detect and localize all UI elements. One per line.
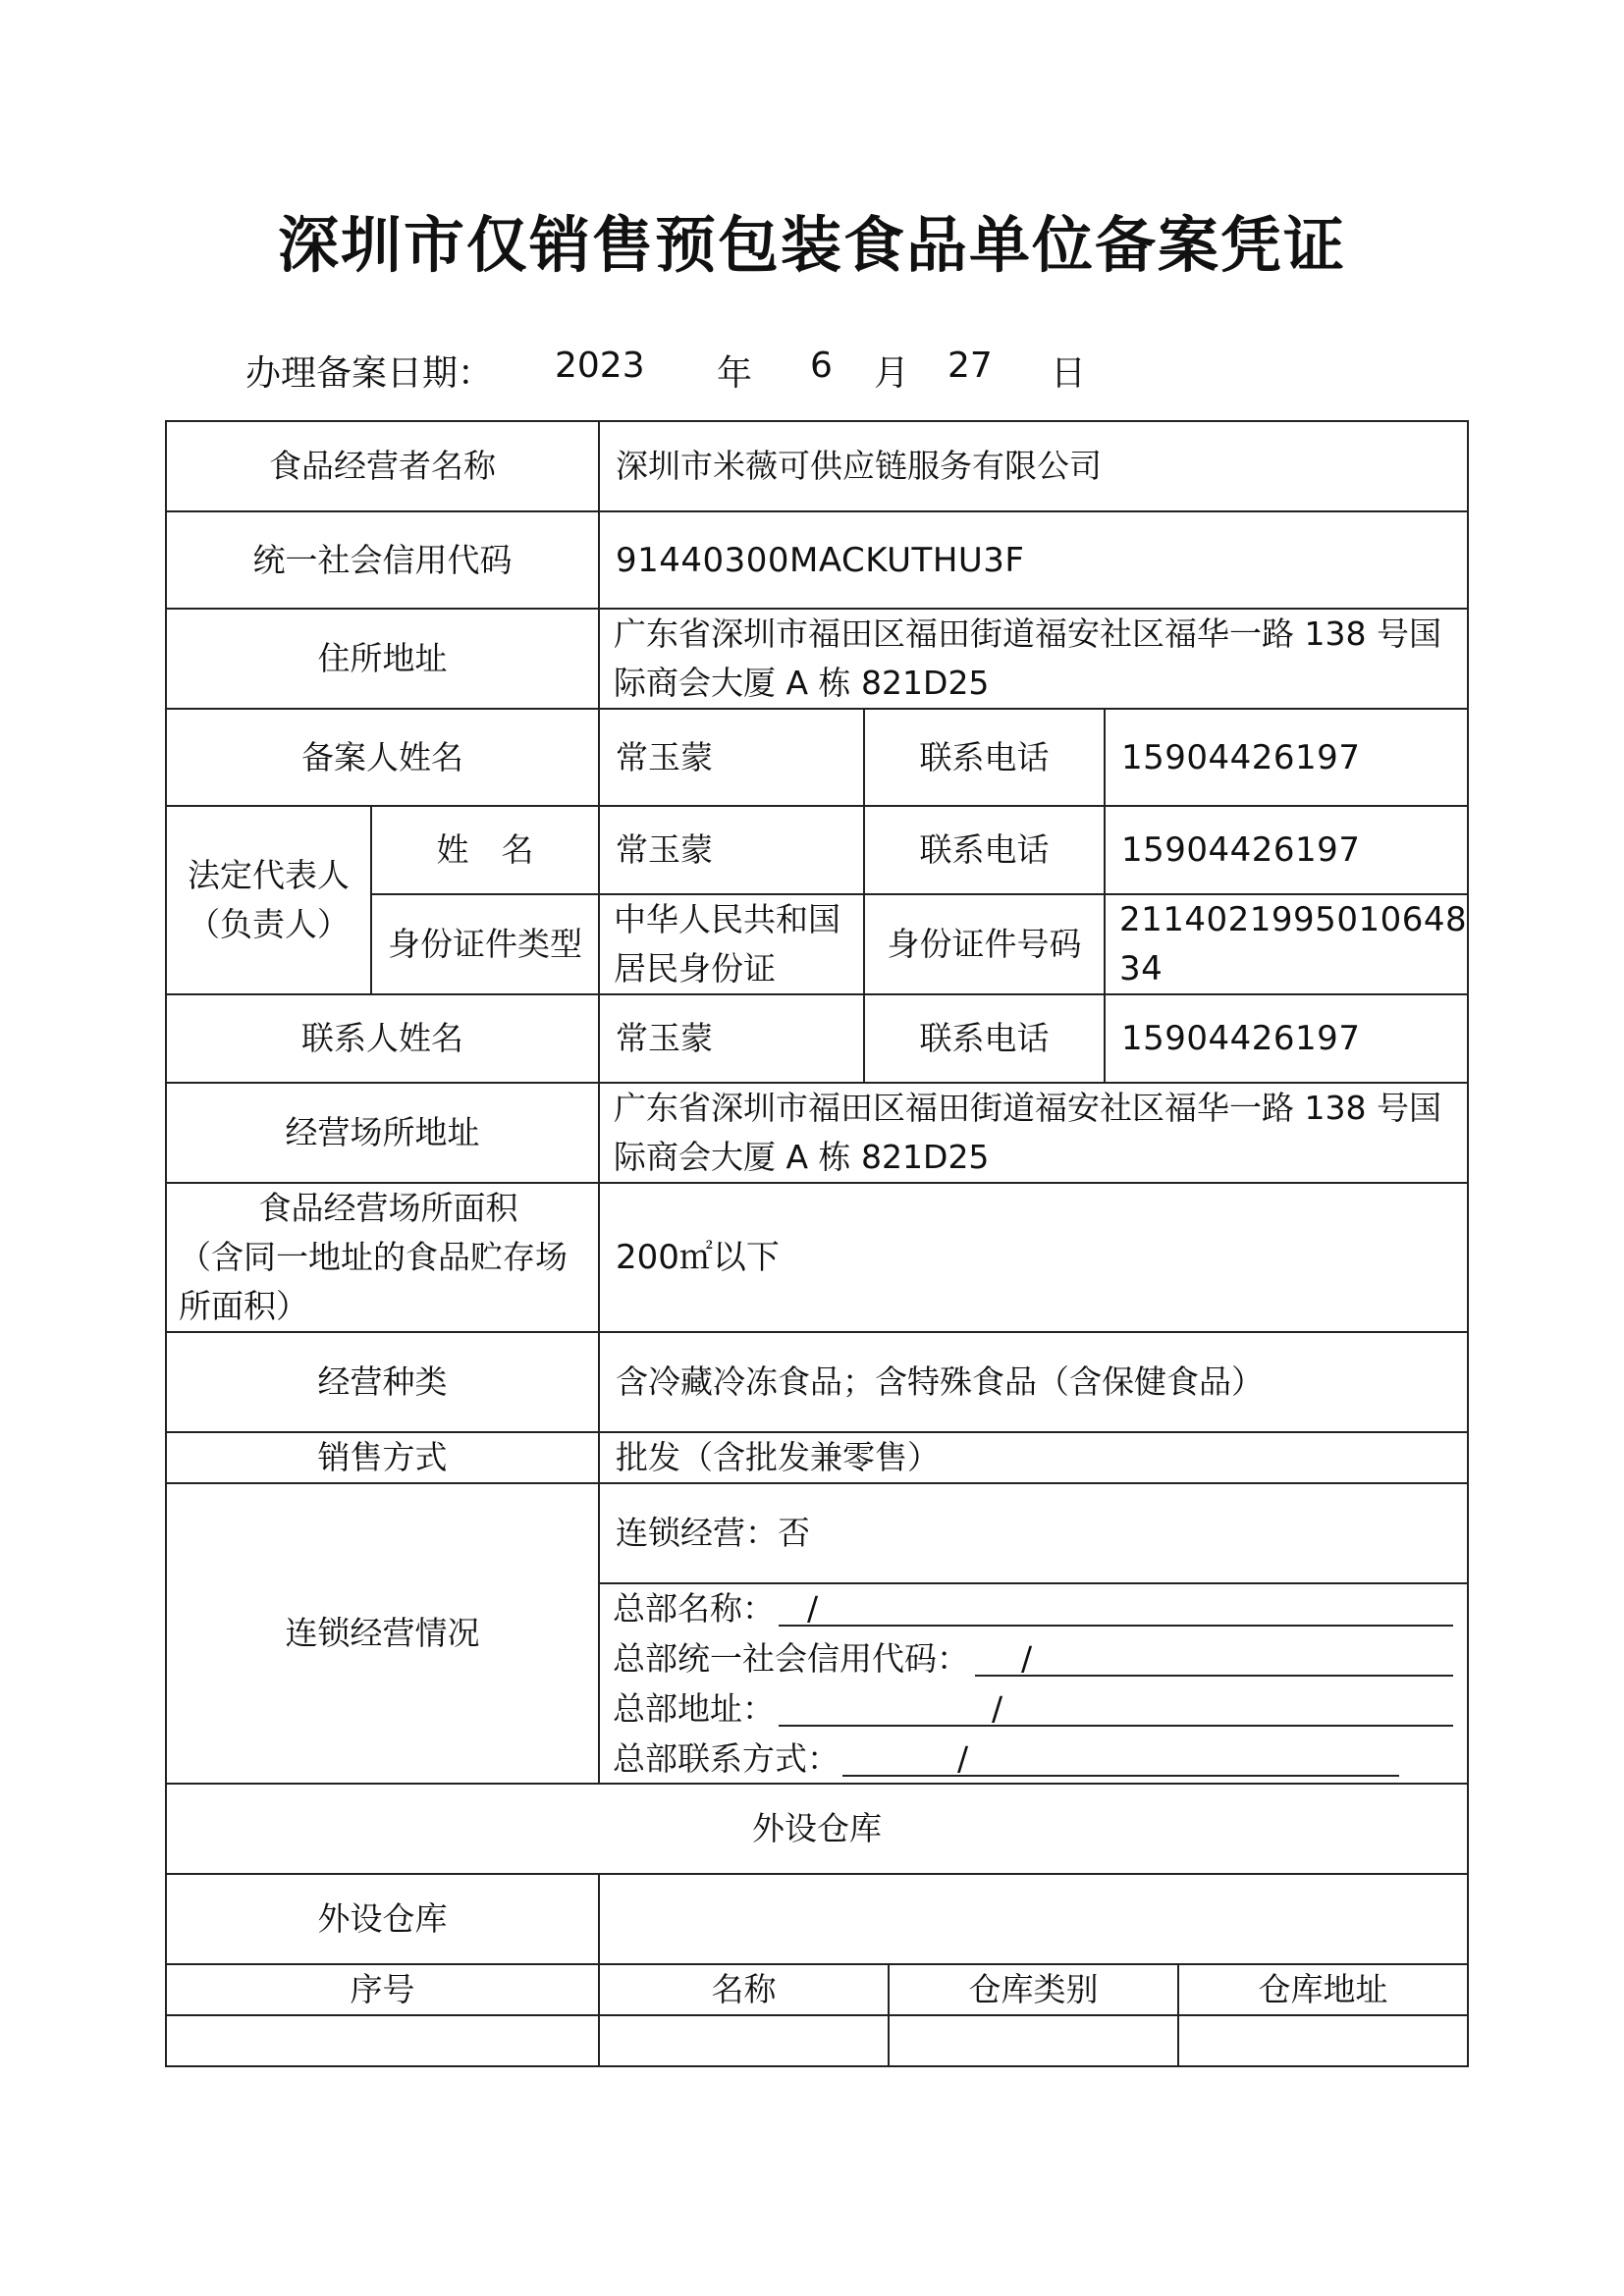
contact-value: 常玉蒙 [598,993,865,1084]
date-day: 27 [947,346,993,386]
warehouse-col-address: 仓库地址 [1177,1963,1469,2016]
address-line1: 广东省深圳市福田区福田街道福安社区福华一路 138 号国 [614,614,1441,653]
premises-line1: 广东省深圳市福田区福田街道福安社区福华一路 138 号国 [614,1089,1441,1127]
hq-code-label: 总部统一社会信用代码： [613,1639,969,1678]
legal-rep-label-line2: （负责人） [188,905,350,943]
legal-rep-name-label: 姓 名 [370,805,600,895]
premises-line2: 际商会大厦 A 栋 821D25 [614,1138,990,1176]
warehouse-col-index: 序号 [165,1963,600,2016]
warehouse-row-cell [165,2014,600,2067]
document-title: 深圳市仅销售预包装食品单位备案凭证 [277,209,1346,281]
sales-mode-value: 批发（含批发兼零售） [598,1431,1469,1484]
hq-name-underline [779,1625,1453,1627]
date-month: 6 [810,346,833,386]
hq-contact-underline [842,1775,1399,1777]
category-value: 含冷藏冷冻食品；含特殊食品（含保健食品） [598,1331,1469,1433]
filer-phone: 15904426197 [1104,708,1469,807]
legal-rep-name: 常玉蒙 [598,805,865,895]
hq-address-underline [779,1725,1453,1727]
address-line2: 际商会大厦 A 栋 821D25 [614,664,990,702]
date-year-unit: 年 [717,353,753,394]
contact-label: 联系人姓名 [165,993,600,1084]
address-value [598,608,1469,710]
contact-phone-label: 联系电话 [863,993,1106,1084]
chain-label: 连锁经营情况 [165,1482,600,1785]
operator-label: 食品经营者名称 [165,420,600,512]
legal-rep-phone: 15904426197 [1104,805,1469,895]
area-value: 200㎡以下 [598,1182,1469,1333]
credit-code-label: 统一社会信用代码 [165,510,600,610]
id-no-label: 身份证件号码 [863,893,1106,995]
area-label [165,1182,600,1333]
address-label: 住所地址 [165,608,600,710]
warehouse-label: 外设仓库 [165,1873,600,1965]
credit-code-value: 91440300MACKUTHU3F [598,510,1469,610]
area-label-line2: （含同一地址的食品贮存场 [179,1238,568,1276]
warehouse-section-title: 外设仓库 [165,1783,1469,1875]
hq-code-value: / [1021,1639,1033,1678]
warehouse-row-cell [1177,2014,1469,2067]
date-day-unit: 日 [1051,353,1087,394]
hq-address-value: / [992,1689,1003,1728]
area-label-line1: 食品经营场所面积 [258,1189,518,1227]
id-type-line2: 居民身份证 [614,949,776,988]
legal-rep-label-line1: 法定代表人 [188,856,350,894]
chain-status: 连锁经营：否 [598,1482,1469,1584]
hq-contact-label: 总部联系方式： [613,1739,839,1778]
contact-phone: 15904426197 [1104,993,1469,1084]
warehouse-col-type: 仓库类别 [888,1963,1179,2016]
hq-name-label: 总部名称： [613,1589,775,1628]
warehouse-row-cell [888,2014,1179,2067]
id-type-label: 身份证件类型 [370,893,600,995]
operator-value: 深圳市米薇可供应链服务有限公司 [598,420,1469,512]
premises-value [598,1082,1469,1184]
hq-contact-value: / [957,1739,969,1778]
category-label: 经营种类 [165,1331,600,1433]
area-label-line3: 所面积） [179,1287,308,1325]
filer-value: 常玉蒙 [598,708,865,807]
date-label: 办理备案日期： [245,353,494,394]
warehouse-col-name: 名称 [598,1963,890,2016]
sales-mode-label: 销售方式 [165,1431,600,1484]
premises-label: 经营场所地址 [165,1082,600,1184]
id-no-value [1104,893,1469,995]
id-type-line1: 中华人民共和国 [614,900,840,938]
id-no-line1: 2114021995010648 [1119,900,1468,939]
date-month-unit: 月 [874,353,910,394]
filer-phone-label: 联系电话 [863,708,1106,807]
date-year: 2023 [555,346,645,386]
hq-code-underline [975,1675,1453,1677]
legal-rep-label [165,805,372,995]
filer-label: 备案人姓名 [165,708,600,807]
warehouse-row-cell [598,2014,890,2067]
id-no-line2: 34 [1119,949,1164,988]
hq-address-label: 总部地址： [613,1689,775,1728]
hq-name-value: / [807,1589,819,1628]
id-type-value [598,893,865,995]
legal-rep-phone-label: 联系电话 [863,805,1106,895]
warehouse-value [598,1873,1469,1965]
